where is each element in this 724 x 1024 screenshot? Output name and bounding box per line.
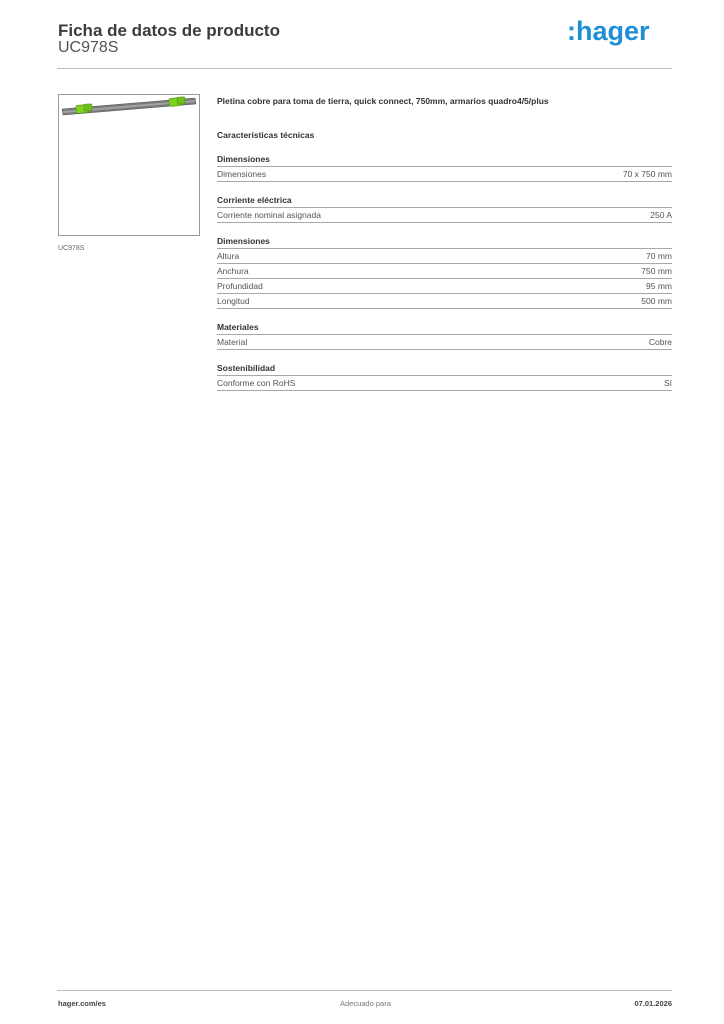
spec-section	[217, 321, 672, 350]
spec-label: Corriente nominal asignada	[217, 210, 321, 220]
spec-value: Cobre	[648, 337, 672, 347]
spec-label: Dimensiones	[217, 169, 267, 179]
spec-label: Material	[217, 337, 248, 347]
spec-section	[217, 362, 672, 391]
product-code: UC978S	[58, 39, 119, 56]
spec-row	[217, 264, 672, 279]
hager-logo	[567, 17, 667, 47]
section-title: Materiales	[217, 321, 672, 335]
product-image	[58, 94, 200, 236]
spec-label: Conforme con RoHS	[217, 378, 296, 388]
spec-value: 70 x 750 mm	[622, 169, 672, 179]
spec-value: 750 mm	[641, 266, 672, 276]
page-title: Ficha de datos de producto	[58, 21, 280, 40]
spec-value: Sí	[663, 378, 672, 388]
spec-value: 95 mm	[646, 281, 672, 291]
footer-date: 07.01.2026	[634, 999, 672, 1008]
copper-bar-illustration	[59, 95, 199, 235]
image-caption: UC978S	[58, 245, 85, 252]
footer-divider	[57, 990, 672, 991]
svg-text::hager: :hager	[567, 17, 650, 46]
spec-row	[217, 294, 672, 309]
product-description: Pletina cobre para toma de tierra, quick connect, 750mm, armarios quadro4/5/plus	[217, 96, 549, 106]
product-details	[217, 95, 672, 391]
spec-label: Longitud	[217, 296, 250, 306]
spec-row	[217, 376, 672, 391]
spec-label: Profundidad	[217, 281, 263, 291]
spec-label: Anchura	[217, 266, 249, 276]
spec-section	[217, 235, 672, 309]
spec-row	[217, 167, 672, 182]
spec-row	[217, 335, 672, 350]
spec-section	[217, 194, 672, 223]
spec-row	[217, 208, 672, 223]
spec-label: Altura	[217, 251, 240, 261]
section-title: Sostenibilidad	[217, 362, 672, 376]
footer-note: Adecuado para	[340, 999, 391, 1008]
section-title: Corriente eléctrica	[217, 194, 672, 208]
spec-row	[217, 279, 672, 294]
spec-section	[217, 153, 672, 182]
technical-heading: Características técnicas	[217, 130, 315, 140]
spec-row	[217, 249, 672, 264]
header-divider	[57, 68, 672, 69]
footer-website-link[interactable]: hager.com/es	[58, 999, 106, 1008]
spec-value: 500 mm	[641, 296, 672, 306]
spec-value: 70 mm	[646, 251, 672, 261]
section-title: Dimensiones	[217, 235, 672, 249]
spec-value: 250 A	[650, 210, 672, 220]
section-title: Dimensiones	[217, 153, 672, 167]
